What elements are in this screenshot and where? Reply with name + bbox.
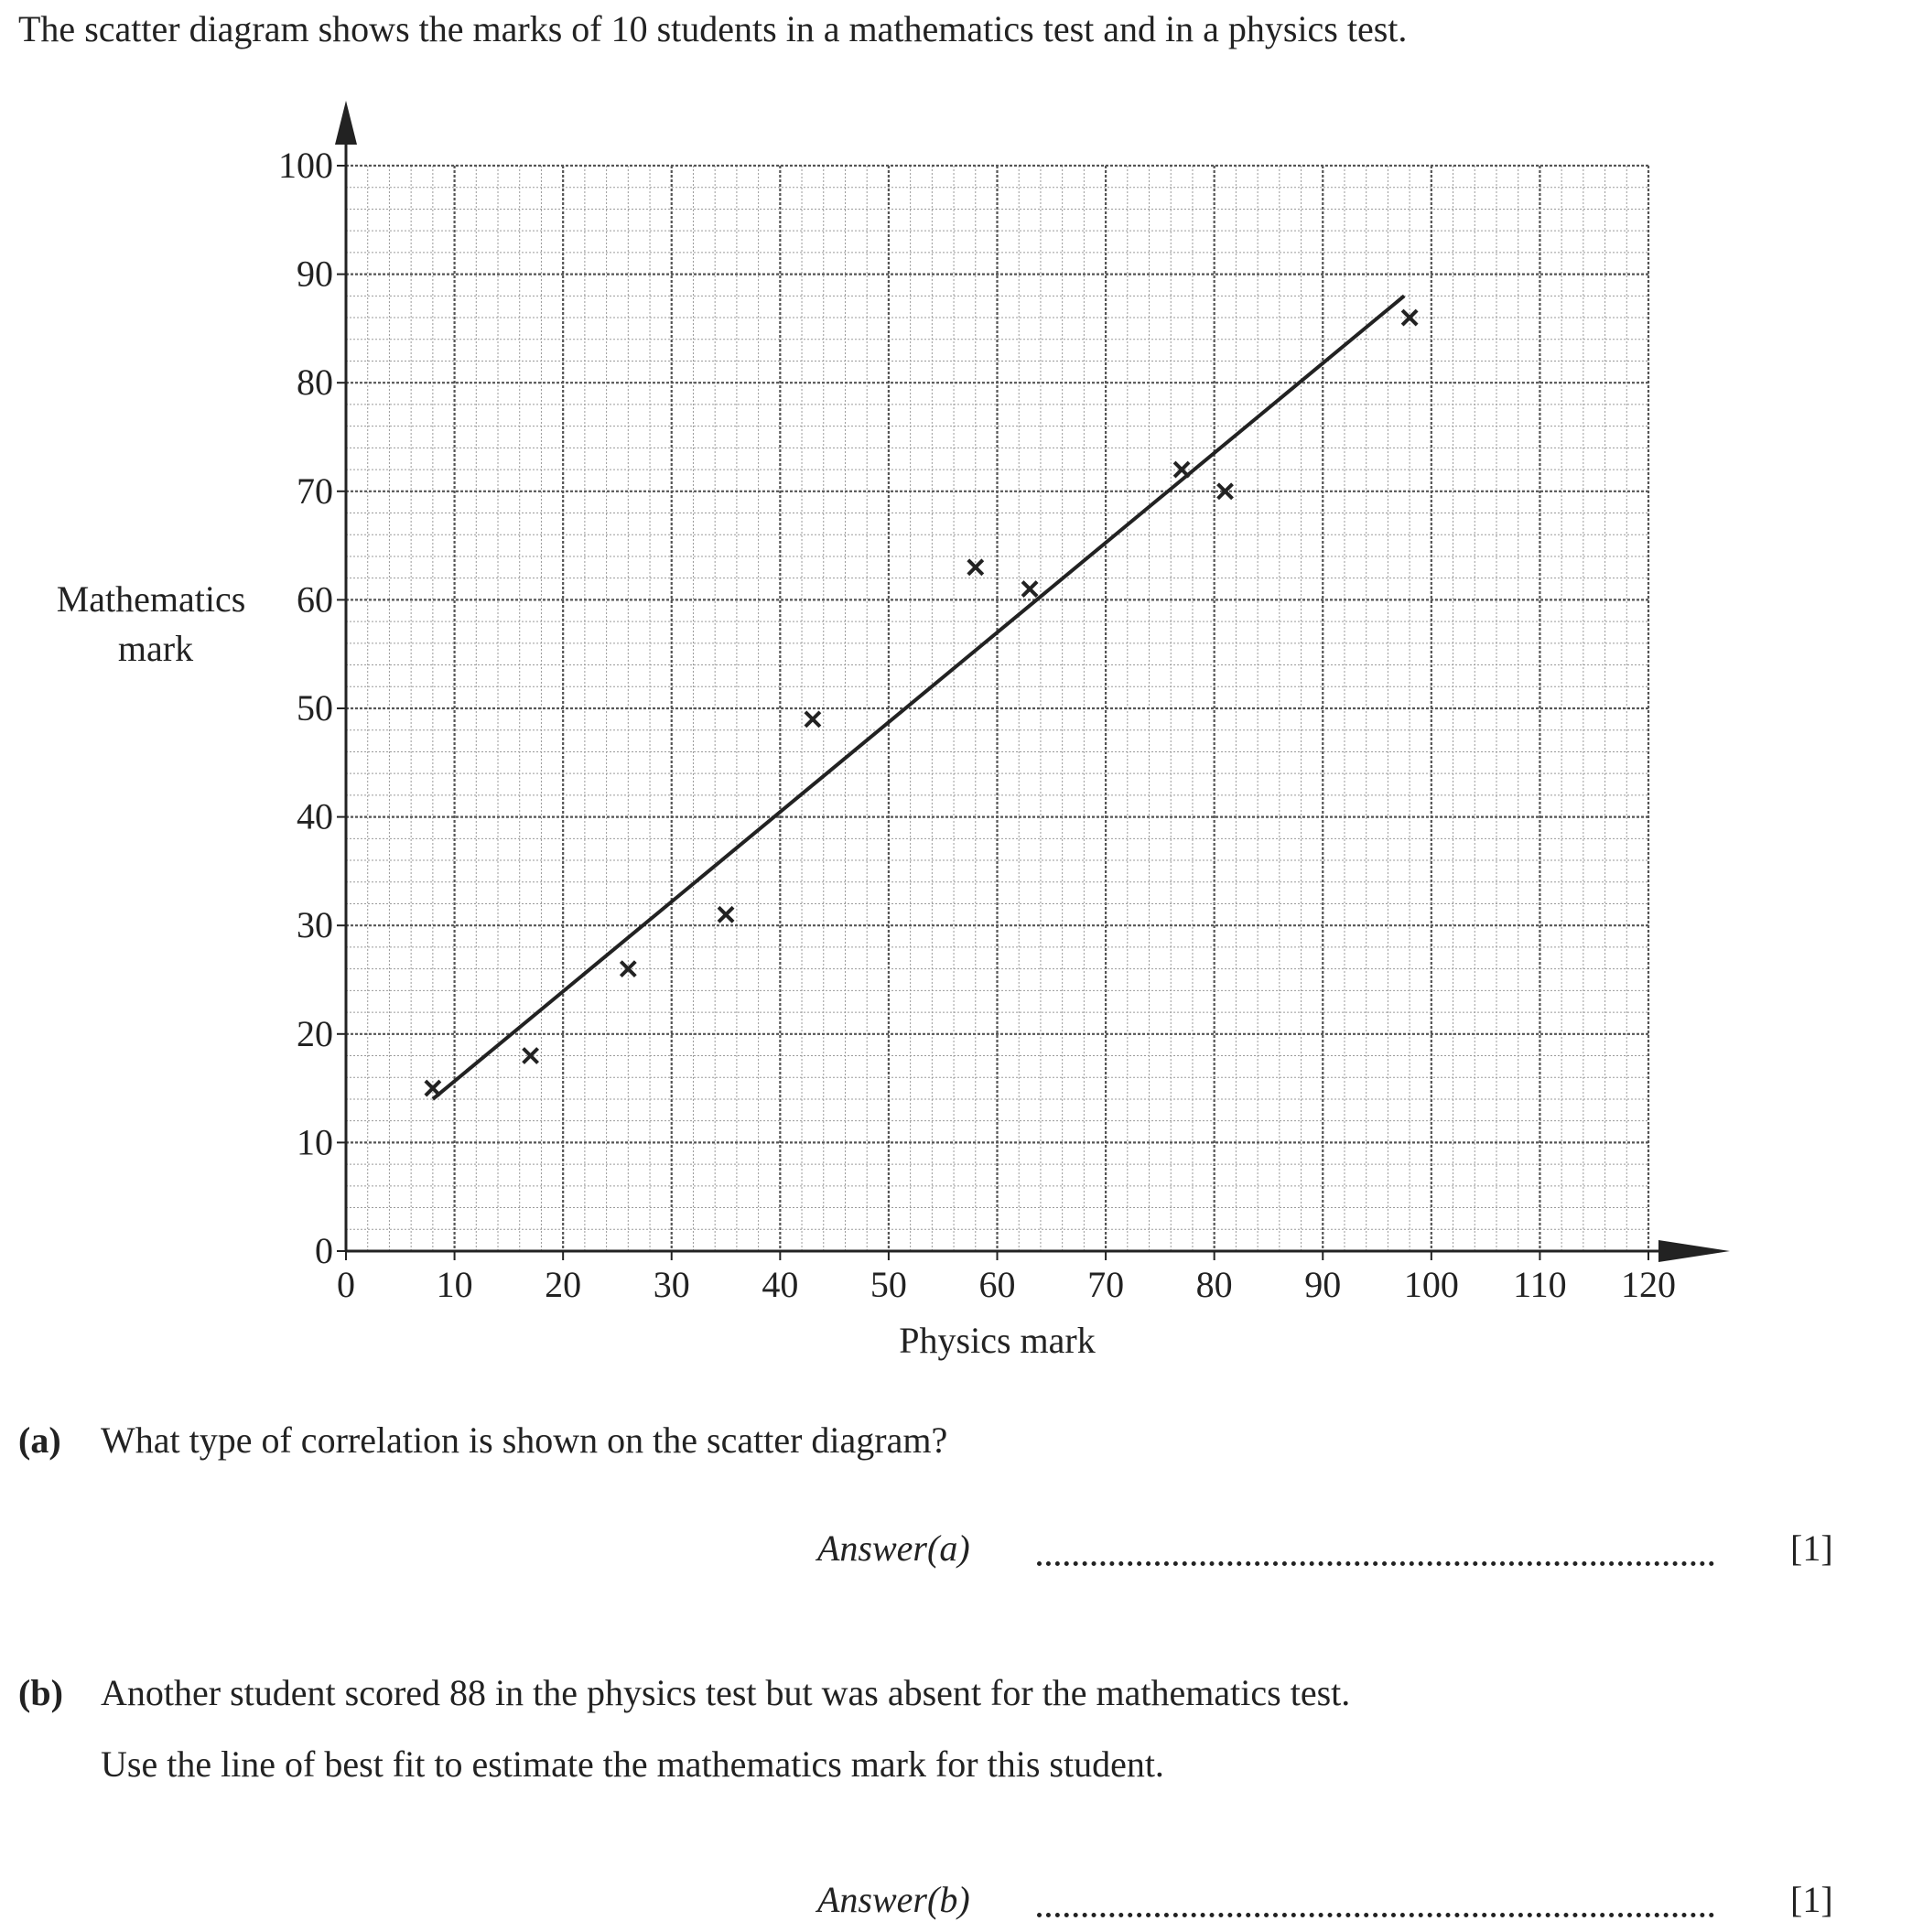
best-fit-line-group: [433, 296, 1404, 1099]
data-point-cross: [718, 907, 733, 922]
x-tick-label: 20: [545, 1264, 582, 1305]
y-axis-label-line-1: Mathematics: [56, 578, 246, 620]
y-tick-label: 20: [297, 1012, 333, 1054]
question-a: [18, 1417, 1904, 1472]
y-tick-label: 40: [297, 795, 333, 837]
x-tick-label: 40: [762, 1264, 799, 1305]
question-a-label: (a): [18, 1419, 61, 1461]
tick-labels: [278, 145, 1676, 1305]
x-tick-label: 70: [1087, 1264, 1125, 1305]
y-axis-arrowhead: [335, 101, 357, 145]
x-tick-label: 10: [436, 1264, 473, 1305]
y-tick-label: 100: [278, 145, 333, 186]
answer-a-label: Answer(a): [817, 1527, 970, 1569]
x-tick-label: 100: [1403, 1264, 1459, 1305]
x-tick-label: 60: [978, 1264, 1016, 1305]
question-b-text-line-2: Use the line of best fit to estimate the mathematics mark for this student.: [101, 1743, 1164, 1785]
y-tick-label: 30: [297, 904, 333, 946]
question-a-text: What type of correlation is shown on the scatter diagram?: [101, 1419, 948, 1461]
x-tick-label: 120: [1621, 1264, 1676, 1305]
x-axis-label: Physics mark: [899, 1320, 1096, 1361]
x-tick-label: 50: [870, 1264, 907, 1305]
x-tick-label: 110: [1513, 1264, 1567, 1305]
y-tick-label: 60: [297, 578, 333, 621]
data-point-cross: [524, 1049, 538, 1063]
data-point-cross: [805, 712, 820, 727]
y-tick-label: 90: [297, 253, 333, 295]
y-tick-label: 80: [297, 362, 333, 404]
grid: [346, 166, 1648, 1251]
y-axis-label: [57, 578, 255, 669]
data-points: [426, 310, 1417, 1096]
data-point-cross: [1022, 582, 1037, 597]
x-tick-label: 90: [1304, 1264, 1342, 1305]
question-b: [18, 1669, 1904, 1797]
y-tick-label: 0: [315, 1230, 333, 1271]
answer-a-field[interactable]: [1037, 1561, 1714, 1566]
y-axis-label-line-2: mark: [117, 628, 194, 669]
question-b-label: (b): [18, 1672, 63, 1713]
question-a-marks: [1]: [1790, 1527, 1833, 1569]
x-tick-label: 30: [653, 1264, 690, 1305]
x-tick-label: 80: [1195, 1264, 1233, 1305]
y-tick-label: 70: [297, 470, 333, 512]
intro-text: The scatter diagram shows the marks of 10 students in a mathematics test and in a physics test.: [18, 8, 1408, 49]
data-point-cross: [1174, 462, 1189, 477]
x-axis-arrowhead: [1658, 1240, 1730, 1262]
question-b-marks: [1]: [1790, 1879, 1833, 1920]
y-tick-label: 10: [297, 1121, 333, 1163]
answer-b-label: Answer(b): [817, 1879, 970, 1920]
best-fit-line: [433, 296, 1404, 1099]
y-tick-label: 50: [297, 687, 333, 729]
answer-b-field[interactable]: [1037, 1913, 1714, 1917]
question-b-text-line-1: Another student scored 88 in the physics test but was absent for the mathematics test.: [101, 1672, 1351, 1713]
x-tick-label: 0: [337, 1264, 355, 1305]
